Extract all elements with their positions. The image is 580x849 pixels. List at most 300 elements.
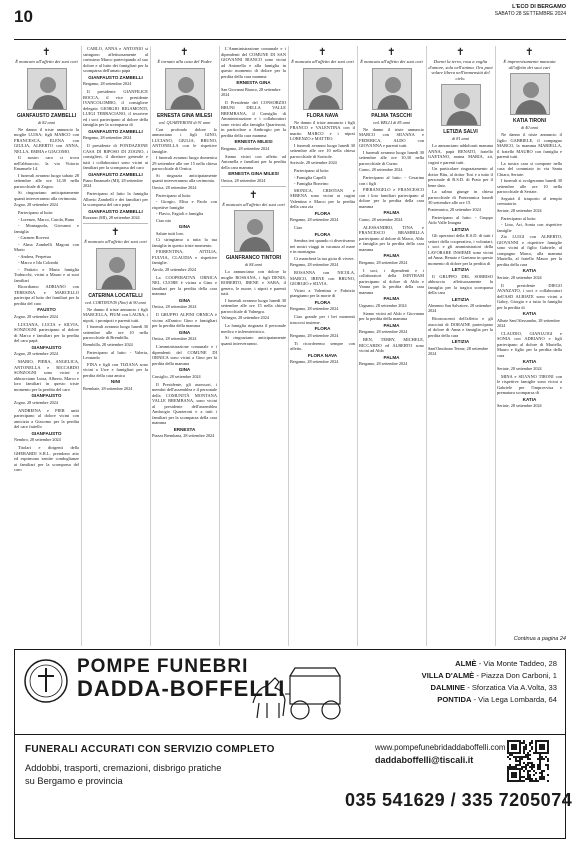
notice-name: ERNESTA GINA MILESI: [228, 171, 279, 176]
deceased-age: ved. QUARTERONI di 91 anni: [158, 119, 211, 125]
obituary-column: [290, 46, 355, 646]
notice-text: I funerali avranno luogo domenica 29 settembre alle ore 15 nella chiesa parrocchiale di Ornica.: [152, 155, 217, 172]
notice-dateline: Bergamo, 28 settembre 2024: [290, 332, 339, 338]
location-address: - Via Lega Lombarda, 64: [473, 695, 557, 704]
obituary-column: [221, 46, 286, 646]
portrait-photo: [303, 68, 343, 110]
notice-text: Siamo vicini ad Aldo e Giovanna per la perdita della mamma: [359, 310, 424, 322]
condolence-notice: [428, 274, 493, 314]
portrait-photo: [372, 68, 412, 110]
location-town: ALMÈ: [455, 659, 477, 668]
deceased-name: ERNESTA GINA MILESI: [156, 112, 213, 119]
condolence-notice: [83, 46, 148, 86]
notice-text: MARIO, PIERA, ANGELICA, ANTONELLA e RICCARDO SONZOGNI sono vicini e abbracciano Luisa, Alberto, Marco e loro familiari in questo triste momento per la perdita del caro: [14, 359, 79, 392]
notice-name: FAUSTO: [37, 307, 56, 313]
condolence-notice: [14, 445, 79, 473]
notice-dateline: Seriate, 28 settembre 2024: [497, 365, 542, 371]
deceased-name: CATERINA LOCATELLI: [88, 292, 143, 299]
condolence-notice: [290, 188, 355, 223]
cross-icon: ✝: [249, 189, 258, 201]
notice-dateline: Bergamo, 28 settembre 2024: [83, 135, 132, 140]
condolence-notice: [221, 46, 286, 97]
obituary-notice: [290, 47, 355, 165]
notice-name: FLORA NAVA: [307, 352, 338, 358]
notice-intro: È mancata all'affetto dei suoi cari: [360, 59, 423, 64]
notice-name: GIANFAUSTO: [31, 393, 62, 399]
website-link[interactable]: www.pompefunebridaddaboffelli.com: [375, 743, 506, 752]
notice-dateline: Nembro, 28 settembre 2024: [14, 437, 61, 443]
notice-name: ERNESTA GINA: [236, 80, 271, 85]
ad-tagline: FUNERALI ACCURATI CON SERVIZIO COMPLETO: [25, 744, 275, 755]
condolence-notice: [14, 359, 79, 405]
notice-dateline: Piano Emanuele (MI), 28 settembre 2024: [83, 178, 143, 188]
notice-text: La COOPERATIVA ORNICA NEL CUORE è vicina a Gino e familiari per la perdita della cara mamma: [152, 274, 217, 297]
notice-dateline: Ornica, 28 settembre 2024: [221, 177, 266, 183]
notice-text: Partecipano al lutto: - Gruppo Aido Valle Imagna: [428, 214, 493, 226]
ad-location: [422, 670, 557, 682]
condolence-notice: [428, 215, 493, 233]
notice-text: Titolari e dirigenti della GHERARDI S.R.L. prendono atto ed esprimono sentite condoglianze ai familiari per la scomparsa del caro: [14, 445, 79, 473]
obituary-notice: [359, 47, 424, 172]
notice-text: FINA e figli con TIZIANA sono vicini a Uwe e famigliari per la perdita della cara amica: [83, 361, 148, 378]
notice-text: ALESSANDRO, TINA e FRANCESCO BRAMBILLA partecipano al dolore di Marco, Aldo e famiglia per la perdita della cara mamma: [359, 224, 424, 252]
obituary-column: [359, 46, 424, 646]
ad-services: [25, 762, 221, 788]
notice-name: GIANFAUSTO ZAMBELLI: [88, 208, 143, 214]
notice-name: PALMA: [383, 253, 400, 259]
notice-text: Partecipano al lutto:: [294, 168, 330, 174]
notice-text: I funerali avranno luogo sabato 28 settembre alle ore 14,30 nella parrocchiale di Zogno.: [14, 172, 79, 189]
notice-name: FLORA: [314, 299, 331, 305]
notice-dateline: Sant'Omobono Terme, 28 settembre 2024: [428, 345, 489, 356]
page-header: [14, 0, 566, 40]
notice-dateline: Curno, 28 settembre 2024: [359, 167, 403, 173]
condolence-notice: [152, 193, 217, 230]
condolence-notice: [428, 316, 493, 356]
column-rule: [219, 46, 220, 646]
notice-dateline: Albate Sant'Alessandro, 28 settembre 2024: [497, 317, 560, 328]
condolence-notice: [497, 283, 562, 328]
deceased-age: di 82 anni: [38, 119, 55, 125]
notice-dateline: Seriate, 28 settembre 2024: [497, 403, 542, 409]
publication-date: SABATO 28 SETTEMBRE 2024: [494, 11, 566, 17]
location-town: VILLA D'ALMÈ: [421, 671, 475, 680]
notice-dateline: Sorisole, 28 settembre 2024: [290, 160, 337, 166]
notice-text: L'amministrazione comunale e i dipendenti del COMUNE DI ORNICA sono vicini a Gino per la perdita della mamma: [152, 344, 217, 366]
notice-dateline: San Giovanni Bianco, 28 settembre 2024: [221, 86, 281, 97]
notice-text: Ne danno il triste annuncio i figli FRANCO e VALENTINA con il marito MARCO e i nipoti LORENZO e MATTEO.: [290, 119, 355, 142]
notice-text: - Pattizio e Maria famiglia Trabucchi, vicini a Mauro e ai suoi familiari: [14, 266, 79, 283]
notice-dateline: Ornica, 28 settembre 2024: [152, 336, 197, 342]
notice-name: ERNESTA MILESI: [234, 139, 273, 144]
notice-dateline: Ornica, 28 settembre 2024: [152, 304, 197, 310]
obituary-notice: [221, 186, 286, 321]
notice-text: Il Presidente, gli assessori, i membri dell'assemblea e il personale della COMUNITÀ MONTANA VALLE BREMBANA, sono vicini al presidente dell'assemblea Ambrogio Quarteroni e a tutti i familiari per la scomparsa della cara mamma: [152, 381, 217, 426]
obituary-column: [83, 46, 148, 646]
obituary-notice: [152, 47, 217, 190]
obituary-notice: [428, 47, 493, 212]
notice-dateline: Seriate, 28 settembre 2024: [497, 274, 542, 280]
notice-name: GIANFAUSTO ZAMBELLI: [88, 171, 143, 177]
notice-name: LETIZIA: [451, 267, 470, 273]
obituary-column: [14, 46, 79, 646]
notice-text: Gli operatori della R.S.D. di tutti i settori della cooperativa, i volontari, i soci e gli amministratori della LAVORARE INSIEME sono vicini ad Anna, Renato e Gaetano in questo momento di dolore per la perdita di: [428, 233, 493, 266]
notice-name: GIANFAUSTO ZAMBELLI: [88, 128, 143, 134]
notice-text: - Flavio, Fagioli e famiglia: [156, 211, 204, 217]
condolence-notice: [290, 225, 355, 237]
notice-name: PALMA: [383, 322, 400, 328]
notice-dateline: Zogno, 28 settembre 2024: [14, 399, 58, 405]
condolence-notice: [83, 143, 148, 188]
email-link[interactable]: daddaboffelli@tiscali.it: [375, 755, 474, 765]
notice-name: GIANFAUSTO: [31, 430, 62, 436]
notice-text: La famiglia ringrazia il personale medico e infermieristico.: [221, 323, 286, 334]
condolence-notice: [14, 210, 79, 283]
condolence-notice: [83, 350, 148, 391]
portrait-photo: [27, 68, 67, 110]
brand-line-2: DADDA-BOFFELLI: [77, 676, 286, 701]
notice-text: I soci, i dipendenti e i collaboratori della ISINTRAM partecipano al dolore di Aldo e Vanna per la perdita della cara mamma: [359, 267, 424, 295]
notice-text: Salute tutti loro.: [156, 230, 185, 236]
notice-text: Ci stringiamo a tutta la tua famiglia in questo triste momento.: [152, 237, 217, 248]
obituary-notice: [14, 47, 79, 207]
notice-text: MONICA, CRISTIAN e SERENA sono vicini ai cugini Valentina e Marco per la perdita della cara zia: [290, 187, 355, 210]
portrait-photo: [510, 73, 550, 115]
notice-intro: È mancato all'affetto dei suoi cari: [222, 201, 285, 207]
notice-text: - Carmen Roversi: [18, 235, 50, 241]
cross-icon: ✝: [387, 47, 396, 58]
notice-text: MINA e SILVANO TIRONI con le rispettive famiglie sono vicini a Gabriele per l'improvvisa e prematura scomparsa di: [497, 373, 562, 396]
brand-line-1: POMPE FUNEBRI: [77, 656, 249, 677]
notice-text: Il Presidente del CONSORZIO BRUNI DELLA VALLE BREMBANA, il Consiglio di Amministrazione e i collaboratori sono vicini alla famiglia Quarteroni, in particolare a Ambrogio per la perdita della cara mamma: [221, 99, 286, 138]
location-town: PONTIDA: [437, 695, 472, 704]
notice-name: FLORA: [314, 231, 331, 237]
condolence-notice: [497, 234, 562, 280]
notice-text: Ciao: [294, 225, 303, 231]
cross-icon: ✝: [456, 47, 465, 58]
notice-dateline: Cassiglio, 28 settembre 2024: [152, 373, 201, 379]
continued-note: Continua a pagina 24: [513, 636, 566, 642]
notice-text: - Lorenzo, Marco, Carola, Rana: [18, 216, 74, 222]
notice-text: ROSANNA con NICOLA, MARCO, IRENE con BRUNO, GIORGIO e SILVIA.: [290, 270, 355, 287]
notice-divider: [221, 186, 286, 187]
notice-name: GIANFAUSTO ZAMBELLI: [88, 74, 143, 80]
notice-dateline: Bergamo, 28 settembre 2024: [359, 329, 408, 335]
notice-dateline: Almenno San Salvatore, 28 settembre 2024: [428, 303, 492, 314]
condolence-notice: [83, 191, 148, 220]
column-rule: [150, 46, 151, 646]
condolence-notice: [221, 154, 286, 183]
publication-info: [495, 4, 566, 18]
notice-dateline: Bergamo, 28 settembre 2024: [221, 145, 270, 151]
ad-locations: [422, 658, 557, 706]
phone-numbers[interactable]: 035 541629 / 335 7205074: [345, 790, 573, 810]
notice-text: Ne danno il triste annuncio MARCO con SILVANA e FEDERICA, ALDO con GIOVANNA e parenti tutti.: [359, 126, 424, 149]
notice-name: GINA: [178, 367, 191, 373]
notice-text: CLAUDIO, GIANLUIGI e SONIA con ADRIANO e figli partecipano al dolore di Mariella, Mauro e figlio per la perdita della cara: [497, 330, 562, 358]
notice-text: - Famiglia Capelli: [294, 174, 326, 180]
obituary-notice: [83, 223, 148, 347]
funeral-home-ad: [14, 649, 573, 839]
deceased-name: GIANFRANCO TINTORI: [225, 255, 282, 262]
notice-name: PALMA: [383, 354, 400, 360]
column-rule: [81, 46, 82, 646]
obituary-column: [497, 46, 562, 646]
notice-text: CARLO, ANNA e ANTONIO si stringono affettuosamente al carissimo Marco partecipando al suo dolore e al lutto dei famigliari per la scomparsa dell'amato papà: [83, 46, 148, 73]
notice-dateline: Bergamo, 28 settembre 2024: [290, 306, 339, 312]
notice-intro: È tornato alla casa del Padre: [157, 59, 212, 64]
ad-location: [422, 694, 557, 706]
notice-text: Partecipano al lutto:: [501, 215, 537, 221]
notice-dateline: Bergamo, 28 settembre 2024: [359, 361, 408, 367]
horse-carriage-icon: [245, 658, 365, 728]
obituary-grid: [14, 46, 566, 646]
notice-intro: Dormi la terra, rosa a voglia d'amore, sola nell'anima. Ora puoi volare libera nell'immensità del cielo.: [428, 59, 493, 81]
ad-divider: [15, 734, 565, 735]
notice-intro: È mancato all'affetto dei suoi cari: [15, 59, 78, 64]
location-address: - Via Monte Taddeo, 28: [478, 659, 557, 668]
condolence-notice: [290, 341, 355, 365]
condolence-notice: [497, 216, 562, 234]
notice-text: Ci mancherà la tua gioia di vivere.: [294, 255, 355, 261]
notice-text: Lo annunciano addolorati mamma ANNA, papà RENATO, fratello GAETANO, nonna MARIA, zii, cugini e parenti tutti.: [428, 143, 493, 165]
notice-name: LETIZIA: [451, 296, 470, 302]
notice-dateline: Piazza Brembana, 28 settembre 2024: [152, 433, 215, 439]
column-rule: [426, 46, 427, 646]
notice-text: Zio LUIGI con ALBERTO, GIOVANNI e rispettive famiglie sono vicini al figlio Gabriele, al compagno Marco, alla mamma Mariella, al fratello Mauro per la perdita della cara: [497, 234, 562, 267]
notice-dateline: Urgnano, 28 settembre 2024: [359, 302, 407, 308]
notice-text: L'Amministrazione comunale e i dipendenti del COMUNE DI SAN GIOVANNI BIANCO sono vicini ad Antonella e alla famiglia in questo momento di dolore per la perdita della cara mamma: [221, 46, 286, 79]
notice-dateline: Rozzano (MI), 28 settembre 2024: [83, 215, 140, 220]
notice-name: NINI: [110, 379, 121, 385]
cross-icon: ✝: [111, 227, 120, 238]
notice-text: Ne danno il triste annuncio la moglie LUISA; figli MARCO con FRANCESCA, ELENA con GIULIA, ALBERTO con ANNA, NELLA, EMMA e GIACOMO.: [14, 126, 79, 154]
notice-dateline: Curno, 28 settembre 2024: [359, 216, 403, 222]
portrait-photo: [234, 210, 274, 252]
cross-icon: ✝: [525, 47, 534, 58]
notice-text: - Marco e Ida Colombi: [18, 260, 59, 266]
condolence-notice: [290, 168, 355, 187]
condolence-notice: [359, 311, 424, 335]
notice-text: I funerali avranno luogo lunedì 30 settembre alle ore 10 nella parrocchiale di Brembilla.: [83, 324, 148, 341]
notice-text: Si ringraziano anticipatamente quanti interverranno alla cerimonia.: [14, 190, 79, 201]
condolence-notice: [152, 382, 217, 439]
column-rule: [288, 46, 289, 646]
notice-dateline: Seriate, 28 settembre 2024: [497, 207, 542, 213]
notice-dateline: Bergamo, 28 settembre 2024: [359, 259, 408, 265]
notice-dateline: Bergamo, 28 settembre 2024: [83, 81, 132, 86]
cross-icon: ✝: [180, 47, 189, 58]
deceased-name: GIANFAUSTO ZAMBELLI: [16, 112, 77, 119]
notice-name: LETIZIA: [451, 226, 470, 232]
notice-text: Riconoscenti dell'affetto e gli associati di DORAINE partecipano al dolore di Anna e famiglia per la perdita della cara: [428, 316, 493, 338]
condolence-notice: [359, 175, 424, 222]
notice-text: - Andrea, Perpetua: [18, 253, 51, 259]
notice-name: FLORA: [314, 210, 331, 216]
notice-name: KATIA: [522, 268, 537, 274]
notice-text: ANDREINA e PIER uniti partecipano al dolore vicini con amicizia a Giacomo per la perdita del caro fratello: [14, 407, 79, 430]
notice-text: Ricordiamo ADRIANO con TERESINA e MARCELLO partecipa al lutto dei familiari per la perdita del caro: [14, 284, 79, 306]
notice-text: La nostra cara si compone nella casa del commiato in via Santa Chiara, Seriate.: [497, 160, 562, 177]
notice-text: Il presidente GIANFILICE BOCCA, il vice presidente IVANCOLOMBO, il consigliere delegato GIORGIO RIGAMONTI, LUIGI TERRACIANO, il tesoriere ed i soci partecipano al dolore della famiglia per la scomparsa di: [83, 89, 148, 127]
condolence-notice: [359, 268, 424, 308]
notice-name: FLORA: [314, 326, 331, 332]
deceased-name: LETIZIA SALVI: [443, 129, 478, 136]
notice-name: PALMA: [383, 296, 400, 302]
notice-text: Il GRUPPO ALPINI ORNICA è vicino all'amico Gino e famigliari per la perdita della mamma: [152, 312, 217, 329]
notice-intro: È mancato all'affetto dei suoi cari: [84, 239, 147, 244]
notice-text: Partecipano al lutto la famiglia Alberto Zambelli e dei familiari per la scomparsa del caro papà: [83, 191, 148, 207]
service-line: su Bergamo e provincia: [25, 776, 123, 786]
deceased-age: di 84 anni: [245, 262, 262, 268]
notice-name: GIANFAUSTO: [31, 344, 62, 350]
notice-text: I funerali avranno luogo lunedì 30 settembre alle ore 15 nella chiesa parrocchiale di Valnegra.: [221, 297, 286, 314]
condolence-notice: [14, 408, 79, 443]
notice-text: Si ringraziano anticipatamente quanti interverranno.: [221, 335, 286, 346]
notice-text: Ne danno il triste annuncio il figlio GABRIELE, il compagno MARCO, la mamma MARIELLA, il fratello MAURO con famiglia e parenti tutti.: [497, 132, 562, 160]
ad-location: [422, 658, 557, 670]
deceased-age: ved. BELLI di 85 anni: [372, 119, 411, 125]
portrait-photo: [96, 248, 136, 290]
notice-text: LUCIANA, LUCIA e SILVIA, SONZOGNI partecipano al dolore di Marco e familiari per la perdita del caro papà: [14, 321, 79, 344]
notice-dateline: Ornica, 28 settembre 2024: [152, 184, 197, 190]
condolence-notice: [497, 374, 562, 409]
notice-dateline: Airolo, 28 settembre 2024: [152, 266, 196, 272]
condolence-notice: [290, 270, 355, 287]
condolence-notice: [152, 312, 217, 341]
condolence-notice: [14, 284, 79, 319]
notice-dateline: Bergamo, 28 settembre 2024: [290, 262, 339, 268]
notice-text: Lo annunciano con dolore la moglie ROSSANA, i figli DENIS, ROBERTO, IRENE e SARA, il genero, le nuore, i nipoti e parenti tutti.: [221, 269, 286, 297]
notice-text: - Lino, Ari, Sonia con rispettive famiglie: [497, 222, 562, 233]
service-line: Addobbi, trasporti, cremazioni, disbrigo pratiche: [25, 763, 222, 773]
condolence-notice: [152, 275, 217, 310]
column-rule: [495, 46, 496, 646]
obituary-notice: [497, 47, 562, 213]
publication-name: L'ECO DI BERGAMO: [512, 4, 566, 10]
notice-intro: È improvvisamente mancata all'affetto dei suoi cari: [503, 59, 556, 70]
notice-text: PIERANGELO e FRANCESCO con i loro familiari partecipano al dolore per la perdita della cara mamma: [359, 187, 424, 209]
notice-dateline: Bergamo, 28 settembre 2024: [290, 359, 339, 365]
notice-text: Sembra ieri quando ci divertivamo nei nostri viaggi in vacanza al mare e in montagna.: [290, 238, 355, 255]
notice-dateline: Valnegra, 28 settembre 2024: [221, 315, 269, 321]
notice-name: GINA: [178, 329, 191, 335]
notice-name: LETIZIA: [451, 339, 470, 345]
notice-text: La salma giunge in chiesa parrocchiale di Ponteranica lunedì 30 settembre alle ore 15.: [428, 189, 493, 206]
notice-text: - Giorgio, Elisa e Paolo con rispettive famiglie: [152, 199, 217, 210]
notice-text: Seguirà il trasporto al tempio crematorio.: [497, 195, 562, 207]
notice-text: - Montagnola, Giovanni e famiglia: [14, 223, 79, 234]
notice-text: Il presidente di FONDAZIONE CASA DI RIPOSO DI ZOGNO, i consiglieri, il direttore generale e tutti i collaboratori sono vicini ai familiari per la scomparsa del caro: [83, 143, 148, 170]
condolence-notice: [290, 238, 355, 267]
condolence-notice: [221, 323, 286, 346]
notice-text: Partecipano al lutto:: [156, 192, 192, 198]
condolence-notice: [221, 100, 286, 151]
notice-name: KATIA: [522, 396, 537, 402]
deceased-name: FLORA NAVA: [306, 112, 339, 119]
notice-text: BEN, TERRY, MICHELE, RICCARDO ed ALBERTO sono vicini ad Aldo: [359, 337, 424, 354]
notice-dateline: Bergamo, 28 settembre 2024: [290, 217, 339, 223]
condolence-notice: [290, 314, 355, 338]
page-number: 10: [14, 7, 33, 26]
notice-text: Siamo vicini con affetto ad Antonella e familiari per la perdita della cara mamma: [221, 153, 286, 170]
notice-dateline: Brembate, 28 settembre 2024: [83, 385, 133, 391]
notice-text: I funerali si svolgeranno lunedì 30 settembre alle ore 10 nella parrocchiale di Seriate.: [497, 178, 562, 195]
deceased-name: PALMA TASCCHI: [371, 112, 412, 119]
notice-dateline: Ponteranica, 28 settembre 2024: [428, 206, 481, 212]
deceased-age: di 81 anni: [452, 136, 469, 142]
notice-dateline: Zogno, 28 settembre 2024: [14, 313, 58, 319]
obituary-column: [428, 46, 493, 646]
notice-dateline: Zogno, 28 settembre 2024: [14, 202, 58, 208]
notice-text: I funerali avranno luogo lunedì 30 settembre alle ore 10,30 nella parrocchiale di Curno.: [359, 149, 424, 166]
notice-text: Il nostro caro ci trova nell'abbraccio, la via Vittorio Emanuele 14.: [14, 155, 79, 172]
condolence-notice: [428, 233, 493, 273]
notice-name: GINA: [178, 224, 191, 230]
notice-text: Vicini a Valentina e Fabrizio piangiamo per la morte di: [290, 287, 355, 299]
notice-dateline: Brembilla, 28 settembre 2024: [83, 341, 133, 347]
obituary-column: [152, 46, 217, 646]
notice-text: Ciao nia: [156, 217, 171, 223]
portrait-photo: [165, 68, 205, 110]
location-address: - Sforzatica Via A.Volta, 33: [467, 683, 557, 692]
deceased-age: ved. CORTINOVIS (Nini) di 90 anni: [85, 299, 146, 305]
location-address: - Piazza Don Carboni, 1: [476, 671, 557, 680]
ad-contacts: [375, 742, 506, 766]
notice-text: Ciao grande per i bei momenti trascorsi insieme.: [290, 314, 355, 325]
notice-text: Partecipano al lutto: - Cesarina con i figli: [359, 175, 424, 186]
notice-text: Un particolare ringraziamento al dottor Bitu, al dottor Tosi e a tutto il personale di R.S.D. di Prato per il bene dato.: [428, 166, 493, 188]
condolence-notice: [359, 225, 424, 265]
notice-divider: [83, 223, 148, 224]
notice-name: ERNESTA: [173, 426, 196, 432]
notice-intro: È mancata all'affetto dei suoi cari: [291, 59, 354, 64]
condolence-notice: [152, 231, 217, 272]
qr-code-icon[interactable]: [507, 740, 549, 782]
notice-name: GINA: [178, 297, 191, 303]
condolence-notice: [290, 288, 355, 312]
notice-text: Il GRUPPO DEL SORRISO abbraccia affettuosamente la famiglia per la tragica scomparsa della cara: [428, 273, 493, 296]
cross-icon: ✝: [318, 47, 327, 58]
notice-text: Il presidente DIEGO AVANZATO, i soci e collaboratori dell'ASD ALBIATE sono vicini a Gabry, Giorgia e a tutta la famiglia per la perdita di: [497, 282, 562, 310]
notice-dateline: Zogno, 28 settembre 2024: [14, 351, 58, 357]
deceased-name: KATIA TIRONI: [512, 118, 547, 125]
notice-text: Con profondo dolore lo annunciano i figli GINO, LUCIANO, GIULIA, BRUNO, ANTONELLA con le rispettive famiglie.: [152, 126, 217, 154]
notice-text: Si ringrazia anticipatamente quanti interverranno alla cerimonia.: [152, 172, 217, 184]
cross-icon: ✝: [42, 47, 51, 58]
notice-text: Ne danno il triste annuncio i figli MARCELLA, PIUM con LAURA, i nipoti, i pronipoti e parenti tutti.: [83, 306, 148, 323]
column-rule: [357, 46, 358, 646]
notice-name: KATIA: [522, 359, 537, 365]
notice-text: - Alma Zambelli Magoni con Mario: [14, 241, 79, 253]
notice-text: Partecipano al lutto:: [18, 210, 54, 216]
ad-location: [422, 682, 557, 694]
condolence-notice: [152, 344, 217, 379]
notice-text: Partecipano al lutto: - Valeria, Leonardo: [83, 349, 148, 361]
notice-text: FIORENTINA, ATTILIA, FULVIA, CLAUDIA e rispettive famiglie.: [152, 249, 217, 266]
condolence-notice: [83, 89, 148, 140]
notice-name: KATIA: [522, 311, 537, 317]
condolence-notice: [359, 337, 424, 366]
notice-text: Ti ricorderemo sempre con affetto.: [290, 340, 355, 352]
notice-text: - Famiglia Bonvino: [294, 181, 329, 187]
notice-text: I funerali avranno luogo lunedì 30 settembre alle ore 10 nella chiesa parrocchiale di Sorisole.: [290, 142, 355, 159]
location-town: DALMINE: [430, 683, 466, 692]
deceased-age: di 40 anni: [521, 125, 538, 131]
condolence-notice: [497, 331, 562, 371]
funeral-home-logo: [23, 658, 69, 704]
notice-name: PALMA: [383, 210, 400, 216]
